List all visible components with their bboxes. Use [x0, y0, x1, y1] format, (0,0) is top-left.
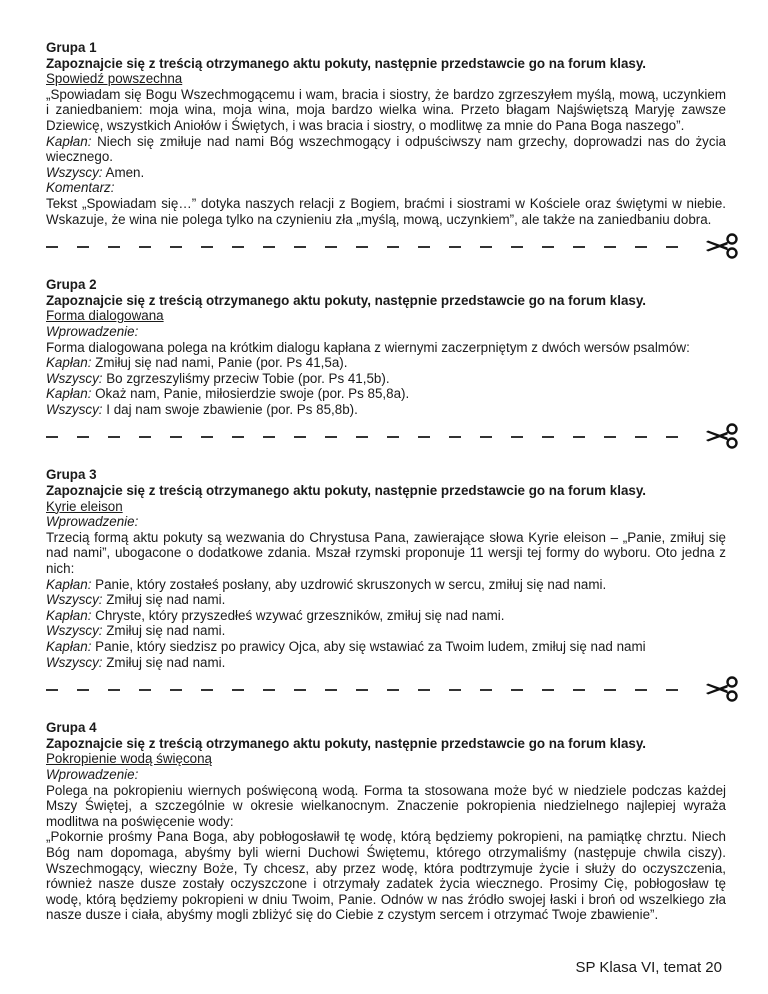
- text-line: Wszyscy: Zmiłuj się nad nami.: [46, 654, 226, 670]
- scissors-icon: [702, 676, 740, 702]
- text-line: Wszyscy: Bo zgrzeszyliśmy przeciw Tobie (por. Ps 41,5b).: [46, 370, 390, 386]
- group-title: Grupa 4: [46, 720, 97, 736]
- group-title: Grupa 2: [46, 277, 97, 293]
- group-instruction: Zapoznajcie się z treścią otrzymanego aktu pokuty, następnie przedstawcie go na forum klasy.: [46, 735, 647, 751]
- text-line: „Pokornie prośmy Pana Boga, aby pobłogosławił tę wodę, którą będziemy pokropieni, na pamiątkę chrztu. Niech Bóg nam dopomaga, abyśmy byli wierni Duchowi Świętemu, którego otrzymaliśmy (następuje chwila ciszy). Wszechmogący, wieczny Boże, Ty chcesz, aby przez wodę, która podtrzymuje życie i służy do oczyszczenia, również nasze dusze zostały oczyszczone i otrzymały zadatek życia wiecznego. Prosimy Cię, pobłogosław tę wodę, którą będziemy pokropieni w dniu Twoim, Panie. Odnów w nas źródło swojej łaski i broń od wszelkiego zła nasze dusze i ciała, abyśmy mogli zbliżyć się do Ciebie z czystym sercem i otrzymać Twoje zbawienie”.: [46, 829, 726, 923]
- group-1: [46, 40, 726, 227]
- text-line: Forma dialogowana polega na krótkim dialogu kapłana z wiernymi zaczerpniętym z dwóch wersów psalmów:: [46, 339, 690, 355]
- text-line: Kapłan: Chryste, który przyszedłeś wzywać grzeszników, zmiłuj się nad nami.: [46, 607, 505, 623]
- text-line: Trzecią formą aktu pokuty są wezwania do Chrystusa Pana, zawierające słowa Kyrie eleison – „Panie, zmiłuj się nad nami”, ubogacone o dodatkowe zdania. Mszał rzymski proponuje 11 wersji tej formy do wyboru. Oto jedna z nich:: [46, 529, 726, 577]
- scissors-icon: [702, 423, 740, 449]
- worksheet: [46, 40, 726, 923]
- text-line: Kapłan: Niech się zmiłuje nad nami Bóg wszechmogący i odpuściwszy nam grzechy, doprowadzi nas do życia wiecznego.: [46, 133, 726, 165]
- text-line: Kapłan: Zmiłuj się nad nami, Panie (por. Ps 41,5a).: [46, 355, 348, 371]
- text-line: Wprowadzenie:: [46, 766, 139, 782]
- group-4: [46, 720, 726, 923]
- text-line: Wszyscy: Zmiłuj się nad nami.: [46, 623, 226, 639]
- group-form-name: Pokropienie wodą święconą: [46, 751, 212, 767]
- text-line: Kapłan: Okaż nam, Panie, miłosierdzie swoje (por. Ps 85,8a).: [46, 386, 410, 402]
- group-form-name: Kyrie eleison: [46, 498, 123, 514]
- text-line: Wszyscy: Amen.: [46, 164, 145, 180]
- text-line: „Spowiadam się Bogu Wszechmogącemu i wam, bracia i siostry, że bardzo zgrzeszyłem myślą, mową, uczynkiem i zaniedbaniem: moja wina, moja wina, moja bardzo wielka wina. Przeto błagam Najświętszą Maryję zawsze Dziewicę, wszystkich Aniołów i Świętych, i was bracia i siostry, o modlitwę za mnie do Pana Boga naszego”.: [46, 86, 726, 133]
- text-line: Kapłan: Panie, który zostałeś posłany, aby uzdrowić skruszonych w sercu, zmiłuj się nad nami.: [46, 576, 607, 592]
- group-form-name: Spowiedź powszechna: [46, 71, 183, 87]
- text-line: Wszyscy: Zmiłuj się nad nami.: [46, 592, 226, 608]
- text-line: Tekst „Spowiadam się…” dotyka naszych relacji z Bogiem, braćmi i siostrami w Kościele oraz świętymi w niebie. Wskazuje, że wina nie polega tylko na czynieniu zła „myślą, mową, uczynkiem”, ale także na zaniedbaniu dobra.: [46, 195, 726, 227]
- group-3: [46, 467, 726, 670]
- group-form-name: Forma dialogowana: [46, 308, 164, 324]
- group-instruction: Zapoznajcie się z treścią otrzymanego aktu pokuty, następnie przedstawcie go na forum klasy.: [46, 55, 647, 71]
- text-line: Wszyscy: I daj nam swoje zbawienie (por. Ps 85,8b).: [46, 401, 358, 417]
- cut-line: [46, 237, 726, 257]
- group-title: Grupa 3: [46, 467, 97, 483]
- text-line: Polega na pokropieniu wiernych poświęconą wodą. Forma ta stosowana może być w niedziele podczas każdej Mszy Świętej, a szczególnie w okresie wielkanocnym. Znaczenie pokropienia niedzielnego najlepiej wyraża modlitwa na poświęcenie wody:: [46, 782, 726, 829]
- text-line: Kapłan: Panie, który siedzisz po prawicy Ojca, aby się wstawiać za Twoim ludem, zmiłuj się nad nami: [46, 639, 646, 654]
- text-line: Wprowadzenie:: [46, 514, 139, 530]
- text-line: Wprowadzenie:: [46, 323, 139, 339]
- cut-line: [46, 427, 726, 447]
- scissors-icon: [702, 233, 740, 259]
- group-instruction: Zapoznajcie się z treścią otrzymanego aktu pokuty, następnie przedstawcie go na forum klasy.: [46, 483, 647, 499]
- text-line: Komentarz:: [46, 180, 115, 196]
- cut-line: [46, 680, 726, 700]
- group-title: Grupa 1: [46, 40, 97, 55]
- group-instruction: Zapoznajcie się z treścią otrzymanego aktu pokuty, następnie przedstawcie go na forum klasy.: [46, 292, 647, 308]
- group-2: [46, 277, 726, 417]
- page-footer: SP Klasa VI, temat 20: [575, 959, 722, 976]
